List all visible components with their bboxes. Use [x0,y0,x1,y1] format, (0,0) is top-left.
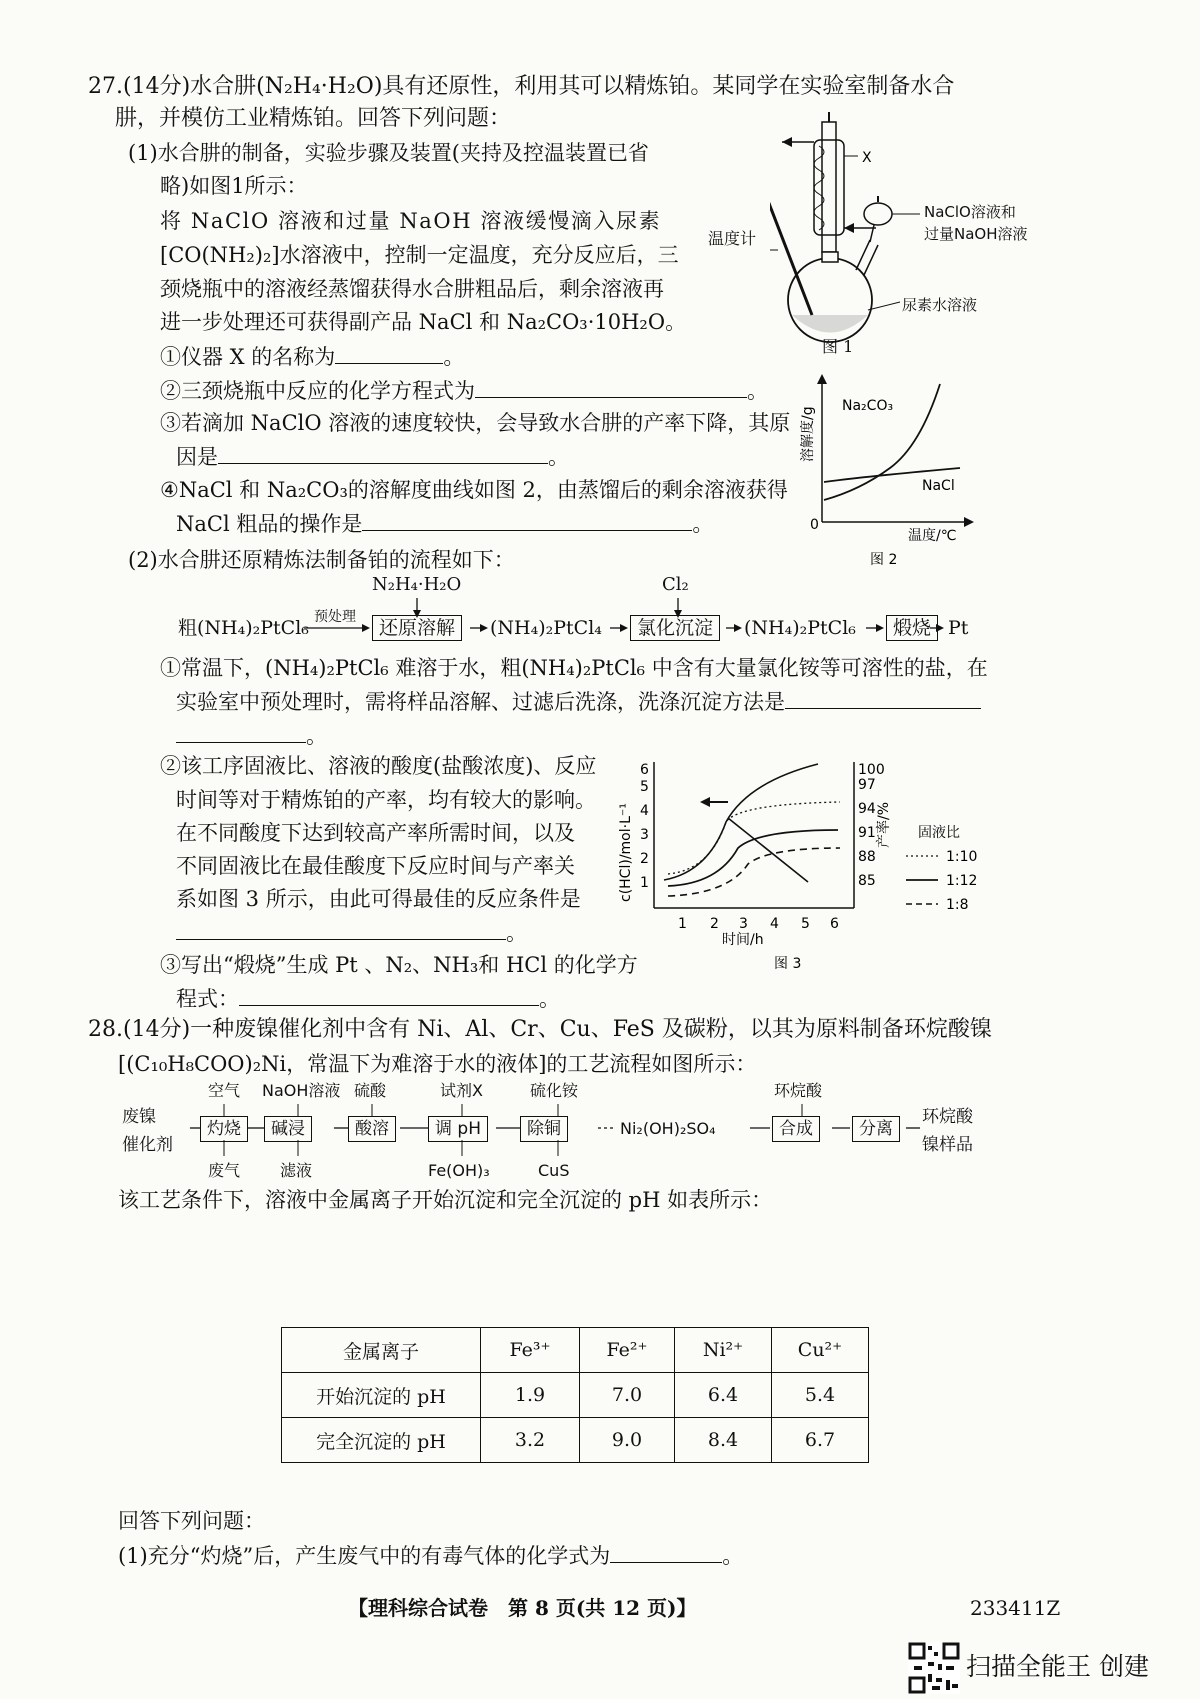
fig3-xtick-1: 1 [678,916,687,932]
table-row [282,1418,869,1463]
fig3-yl-3: 3 [640,827,649,843]
q27-q4b: NaCl 粗品的操作是 。 [176,508,713,539]
flow1-pretreat-label: 预处理 [314,609,356,625]
fig1-label-thermometer: 温度计 [708,229,757,248]
flow2-input-reagent-x: 试剂X [440,1081,483,1100]
fig3-curve-hcl-rise [664,764,818,880]
table-cell: 6.4 [675,1373,772,1418]
flow1-reagent-hydrazine: N₂H₄·H₂O [372,574,462,595]
flow1-start: 粗(NH₄)₂PtCl₆ [178,617,309,639]
flow1-intermediate-2: (NH₄)₂PtCl₆ [744,617,856,639]
flow2-end-line2: 镍样品 [922,1135,973,1155]
flow1-intermediate-1: (NH₄)₂PtCl₄ [490,617,602,639]
fig3-xtick-2: 2 [710,916,719,932]
table-cell: 开始沉淀的 pH [282,1373,481,1418]
fig3-yl-5: 5 [640,779,649,795]
flow2-input-naphthenic: 环烷酸 [774,1081,823,1100]
table-header-row [282,1328,869,1373]
q27-part2-q3a: ③写出“煅烧”生成 Pt 、N₂、NH₃和 HCl 的化学方 [160,953,638,977]
fig3-yr-100: 100 [858,762,885,778]
answer-blank-8[interactable] [610,1540,722,1563]
fig2-label-na2co3: Na₂CO₃ [842,398,894,414]
q27-q3b: 因是 。 [176,441,569,472]
qr-code-icon [908,1642,960,1694]
q27-part2-q2e: 系如图 3 所示，由此可得最佳的反应条件是 [176,887,581,911]
page-footer-code: 233411Z [970,1596,1061,1620]
q27-part2-q3b: 程式： 。 [176,983,560,1014]
fig3-ylabel-right: 产率/% [876,801,892,848]
q27-part1-line3: 将 NaClO 溶液和过量 NaOH 溶液缓慢滴入尿素 [160,209,662,233]
answer-blank-7[interactable] [239,983,539,1006]
watermark-text: 扫描全能王 创建 [966,1652,1149,1681]
table-cell: 3.2 [481,1418,580,1463]
figure-2-solubility [800,372,1100,582]
answer-blank-3[interactable] [218,441,548,464]
q27-part2-q2b: 时间等对于精炼铂的产率，均有较大的影响。 [176,788,596,812]
flow2-step-burn: 灼烧 [200,1114,248,1144]
q28-title-line1: 28.(14分)一种废镍催化剂中含有 Ni、Al、Cr、Cu、FeS 及碳粉，以其为原料制备环烷酸镍 [88,1017,992,1042]
flow2-intermediate: Ni₂(OH)₂SO₄ [620,1119,716,1138]
table-cell: 9.0 [580,1418,675,1463]
q28-q1: (1)充分“灼烧”后，产生废气中的有毒气体的化学式为 。 [118,1540,743,1571]
flow2-input-air: 空气 [208,1081,241,1100]
fig3-xtick-3: 3 [739,916,748,932]
fig3-ylabel-left: c(HCl)/mol·L⁻¹ [618,803,634,902]
flow1-step-calcine: 煅烧 [886,613,938,643]
fig3-xlabel: 时间/h [722,932,764,948]
table-cell: 1.9 [481,1373,580,1418]
flow1-step-chlorinate: 氯化沉淀 [630,613,720,643]
flow1-reagent-chlorine: Cl₂ [662,574,689,595]
fig3-yl-1: 1 [640,875,649,891]
q27-part1-line1: (1)水合肼的制备，实验步骤及装置(夹持及控温装置已省 [128,141,649,165]
answer-blank-5b[interactable] [176,720,306,743]
flow2-step-ph: 调 pH [428,1114,488,1144]
fig3-yl-2: 2 [640,851,649,867]
table-header-cell: Ni²⁺ [675,1328,772,1373]
figure-3-time-yield [618,752,1098,982]
fig3-legend-title: 固液比 [918,825,960,841]
fig1-label-funnel-line2: 过量NaOH溶液 [924,225,1028,243]
table-header-cell: Fe²⁺ [580,1328,675,1373]
q27-part1-line2: 略)如图1所示： [160,174,308,198]
fig3-legend-1-10: 1:10 [946,849,978,865]
answer-blank-1[interactable] [335,341,443,364]
q27-q4a: ④NaCl 和 Na₂CO₃的溶解度曲线如图 2，由蒸馏后的剩余溶液获得 [160,478,788,502]
q27-part2-q2f: 。 [176,917,527,948]
fig1-label-x: X [862,150,872,166]
q27-part2-q1b: 实验室中预处理时，需将样品溶解、过滤后洗涤，洗涤沉淀方法是 [176,686,981,717]
table-cell: 8.4 [675,1418,772,1463]
flow2-end-line1: 环烷酸 [922,1107,973,1127]
q27-part2-q2c: 在不同酸度下达到较高产率所需时间，以及 [176,821,575,845]
flow2-output-feoh3: Fe(OH)₃ [428,1161,490,1180]
fig1-caption: 图 1 [822,337,854,356]
table-cell: 6.7 [772,1418,869,1463]
q27-part1-line5: 颈烧瓶中的溶液经蒸馏获得水合肼粗品后，剩余溶液再 [160,277,664,301]
table-cell: 5.4 [772,1373,869,1418]
fig3-yr-97: 97 [858,777,876,793]
q27-part2-title: (2)水合肼还原精炼法制备铂的流程如下： [128,548,515,572]
table-cell: 完全沉淀的 pH [282,1418,481,1463]
answer-blank-6[interactable] [176,917,506,940]
flow2-step-alkali: 碱浸 [264,1114,312,1144]
table-header-cell: 金属离子 [282,1328,481,1373]
q27-part2-q2d: 不同固液比在最佳酸度下反应时间与产率关 [176,854,575,878]
q27-title-line1: 27.(14分)水合肼(N₂H₄·H₂O)具有还原性，利用其可以精炼铂。某同学在实验室制备水合 [88,74,955,99]
q28-table-intro: 该工艺条件下，溶液中金属离子开始沉淀和完全沉淀的 pH 如表所示： [118,1188,773,1212]
fig3-yr-88: 88 [858,849,876,865]
q27-part2-q1a: ①常温下，(NH₄)₂PtCl₆ 难溶于水，粗(NH₄)₂PtCl₆ 中含有大量氯化铵等可溶性的盐，在 [160,656,988,680]
flow2-step-acid: 酸溶 [348,1114,396,1144]
fig1-label-funnel-line1: NaClO溶液和 [924,203,1016,221]
figure-1-apparatus [708,110,1100,380]
table-header-cell: Cu²⁺ [772,1328,869,1373]
fig3-legend-1-8: 1:8 [946,897,969,913]
fig3-xtick-6: 6 [830,916,839,932]
flow2-output-cus: CuS [538,1161,570,1180]
flow2-output-gas: 废气 [208,1161,241,1180]
fig2-label-nacl: NaCl [922,478,955,494]
flow2-input-naoh: NaOH溶液 [262,1081,341,1100]
ph-table [281,1327,869,1463]
flow-chart-nickel [122,1080,1082,1195]
flow1-end: Pt [948,617,969,639]
fig2-origin: 0 [810,517,819,533]
fig3-yl-6: 6 [640,762,649,778]
answer-blank-4[interactable] [362,508,692,531]
flow1-step-reduce: 还原溶解 [372,613,462,643]
fig3-yr-91: 91 [858,825,876,841]
q28-answer-intro: 回答下列问题： [118,1509,265,1533]
fig1-label-urea: 尿素水溶液 [902,296,978,314]
flow2-start-line2: 催化剂 [122,1135,173,1155]
fig3-xtick-5: 5 [801,916,810,932]
fig3-yr-94: 94 [858,801,876,817]
fig3-caption: 图 3 [774,956,802,972]
q27-title-line2: 肼，并模仿工业精炼铂。回答下列问题： [115,106,512,131]
table-cell: 7.0 [580,1373,675,1418]
flow2-input-sulfuric: 硫酸 [354,1081,387,1100]
q27-part2-q1c: 。 [176,720,327,751]
fig3-curve-1-8 [668,848,840,896]
answer-blank-5[interactable] [785,686,981,709]
fig2-xlabel: 温度/℃ [908,528,957,544]
fig2-ylabel: 溶解度/g [800,406,816,462]
fig3-legend-1-12: 1:12 [946,873,978,889]
q27-part1-line6: 进一步处理还可获得副产品 NaCl 和 Na₂CO₃·10H₂O。 [160,310,687,334]
q27-q3a: ③若滴加 NaClO 溶液的速度较快，会导致水合肼的产率下降，其原 [160,411,791,435]
fig3-xtick-4: 4 [770,916,779,932]
flow2-output-filtrate: 滤液 [280,1161,313,1180]
fig2-caption: 图 2 [870,552,898,568]
fig3-yl-4: 4 [640,803,649,819]
flow2-input-sulfide: 硫化铵 [530,1081,579,1100]
flow2-start-line1: 废镍 [122,1107,156,1127]
flow-chart-platinum [180,570,1080,660]
q27-part2-q2a: ②该工序固液比、溶液的酸度(盐酸浓度)、反应 [160,754,597,778]
page-footer-title: 【理科综合试卷 第 8 页(共 12 页)】 [348,1596,697,1620]
table-header-cell: Fe³⁺ [481,1328,580,1373]
flow2-step-copper: 除铜 [520,1114,568,1144]
q28-title-line2: [(C₁₀H₈COO)₂Ni，常温下为难溶于水的液体]的工艺流程如图所示： [118,1052,757,1076]
flow2-step-separate: 分离 [852,1114,900,1144]
q27-q1: ①仪器 X 的名称为 。 [160,341,464,372]
q27-part1-line4: [CO(NH₂)₂]水溶液中，控制一定温度，充分反应后，三 [160,243,679,267]
q27-q2: ②三颈烧瓶中反应的化学方程式为 。 [160,375,768,406]
flow2-step-synthesis: 合成 [772,1114,820,1144]
answer-blank-2[interactable] [475,375,747,398]
table-row [282,1373,869,1418]
fig3-yr-85: 85 [858,873,876,889]
